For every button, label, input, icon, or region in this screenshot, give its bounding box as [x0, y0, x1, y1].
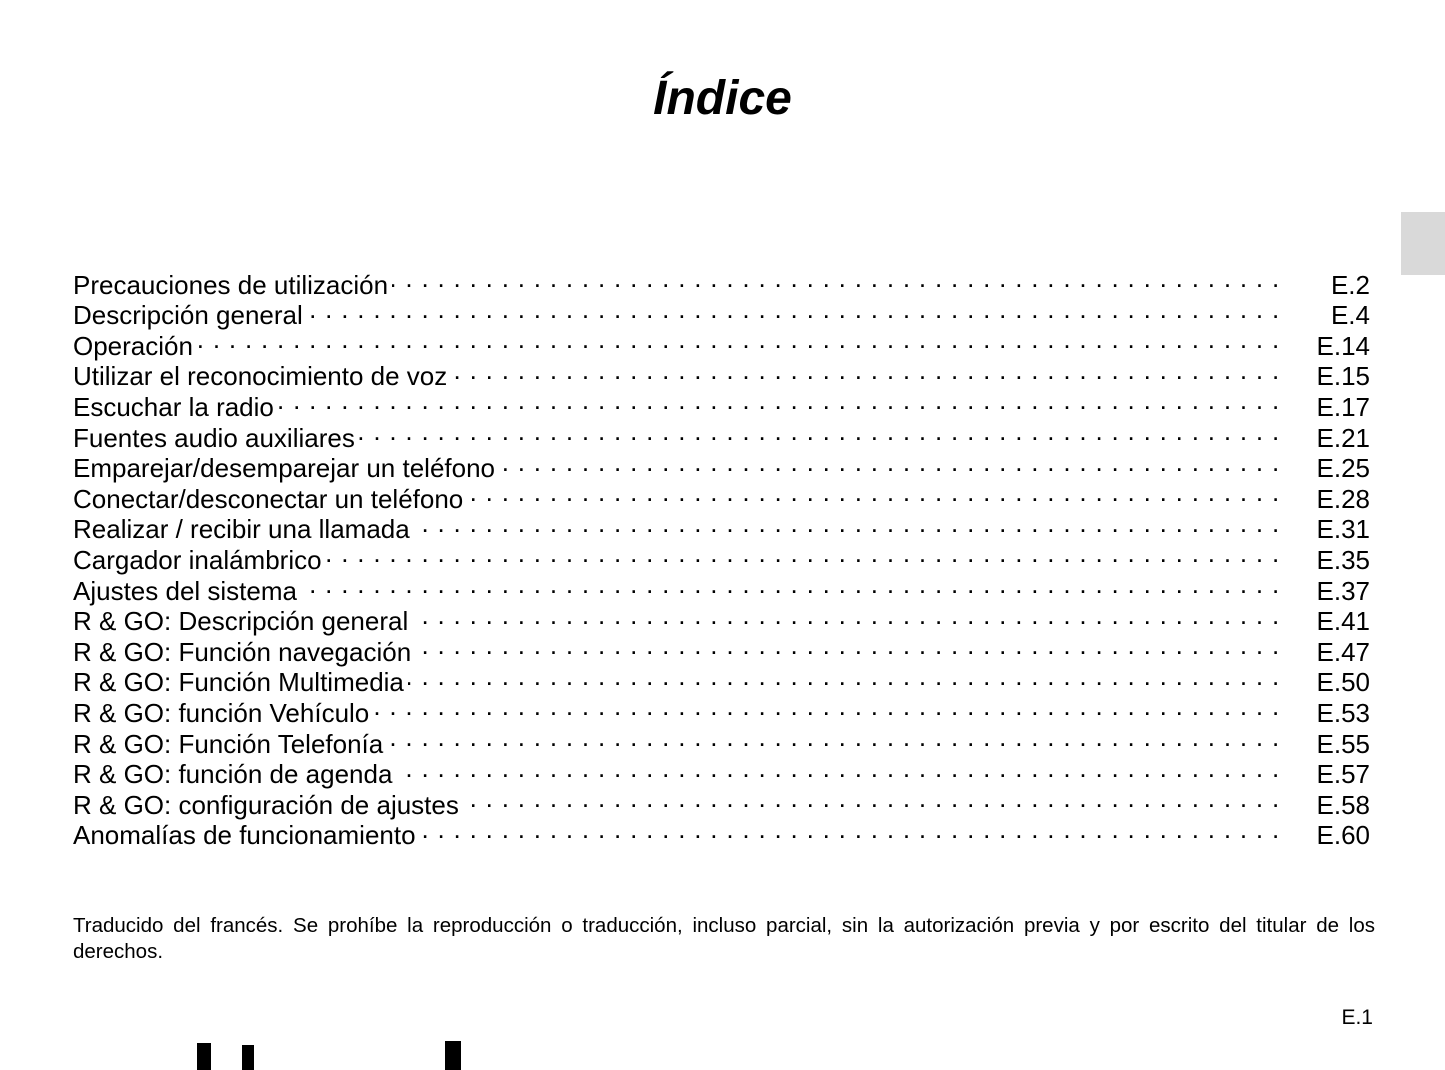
- toc-entry-label: Anomalías de funcionamiento: [73, 820, 416, 851]
- toc-entry-label: Descripción general: [73, 300, 303, 331]
- toc-entry-label: R & GO: función Vehículo: [73, 697, 370, 728]
- toc-dot-leader: [463, 783, 1280, 814]
- toc-dot-leader: [197, 324, 1280, 355]
- toc-dot-leader: [451, 355, 1280, 386]
- toc-dot-leader: [373, 691, 1280, 722]
- toc-entry-page: E.55: [1316, 728, 1370, 759]
- toc-entry-label: R & GO: Descripción general: [73, 606, 409, 637]
- toc-entry-page: E.31: [1316, 514, 1370, 545]
- toc-entry-page: E.21: [1316, 422, 1370, 453]
- page-title: Índice: [653, 72, 792, 125]
- toc-entry-page: E.25: [1316, 453, 1370, 484]
- toc-dot-leader: [408, 661, 1280, 692]
- toc-entry-page: E.50: [1316, 667, 1370, 698]
- crop-mark-middle: [242, 1045, 254, 1070]
- toc-entry-page: E.41: [1316, 606, 1370, 637]
- toc-dot-leader: [415, 630, 1280, 661]
- copyright-notice: Traducido del francés. Se prohíbe la reproducción o traducción, incluso parcial, sin la autorización previa y por escrito del titular de los derechos.: [73, 914, 1375, 963]
- toc-entry-label: R & GO: Función Multimedia: [73, 667, 404, 698]
- toc-entry-page: E.35: [1316, 544, 1370, 575]
- toc-dot-leader: [387, 722, 1280, 753]
- toc-dot-leader: [467, 477, 1280, 508]
- toc-dot-leader: [301, 569, 1280, 600]
- toc-entry-page: E.60: [1316, 820, 1370, 851]
- toc-dot-leader: [420, 814, 1280, 845]
- toc-entry[interactable]: [73, 324, 1370, 361]
- toc-entry-label: R & GO: Función navegación: [73, 636, 412, 667]
- page-number: E.1: [1341, 1006, 1373, 1029]
- toc-entry-label: Utilizar el reconocimiento de voz: [73, 361, 448, 392]
- toc-entry-label: Fuentes audio auxiliares: [73, 422, 355, 453]
- toc-entry-page: E.28: [1316, 483, 1370, 514]
- toc-entry-label: Realizar / recibir una llamada: [73, 514, 410, 545]
- toc-dot-leader: [414, 508, 1280, 539]
- toc-entry-label: Precauciones de utilización: [73, 269, 389, 300]
- toc-entry-label: Ajustes del sistema: [73, 575, 297, 606]
- toc-entry-label: R & GO: configuración de ajustes: [73, 789, 459, 820]
- toc-entry-label: R & GO: función de agenda: [73, 759, 393, 790]
- toc-dot-leader: [499, 447, 1280, 478]
- toc-entry-label: R & GO: Función Telefonía: [73, 728, 384, 759]
- toc-entry[interactable]: [73, 355, 1370, 392]
- crop-mark-right: [445, 1041, 461, 1070]
- toc-entry-label: Emparejar/desemparejar un teléfono: [73, 453, 496, 484]
- toc-dot-leader: [396, 753, 1280, 784]
- toc-dot-leader: [359, 416, 1280, 447]
- toc-entry-page: E.15: [1316, 361, 1370, 392]
- toc-dot-leader: [326, 538, 1280, 569]
- toc-dot-leader: [278, 385, 1280, 416]
- toc-entry-page: E.2: [1330, 269, 1370, 300]
- toc-entry-page: E.47: [1316, 636, 1370, 667]
- section-tab-marker: [1401, 212, 1445, 275]
- toc-entry-page: E.53: [1316, 697, 1370, 728]
- toc-entry-page: E.17: [1316, 391, 1370, 422]
- crop-mark-left: [197, 1043, 211, 1070]
- toc-entry-page: E.14: [1316, 330, 1370, 361]
- toc-dot-leader: [307, 294, 1280, 325]
- toc-entry-page: E.4: [1330, 300, 1370, 331]
- toc-entry-page: E.58: [1316, 789, 1370, 820]
- toc-entry-page: E.57: [1316, 759, 1370, 790]
- toc-entry[interactable]: [73, 263, 1370, 300]
- toc-dot-leader: [392, 263, 1280, 294]
- toc-entry-label: Cargador inalámbrico: [73, 544, 322, 575]
- table-of-contents: [73, 263, 1370, 851]
- toc-entry-label: Conectar/desconectar un teléfono: [73, 483, 464, 514]
- toc-dot-leader: [412, 600, 1280, 631]
- toc-entry-label: Operación: [73, 330, 193, 361]
- toc-entry-label: Escuchar la radio: [73, 391, 274, 422]
- toc-entry-page: E.37: [1316, 575, 1370, 606]
